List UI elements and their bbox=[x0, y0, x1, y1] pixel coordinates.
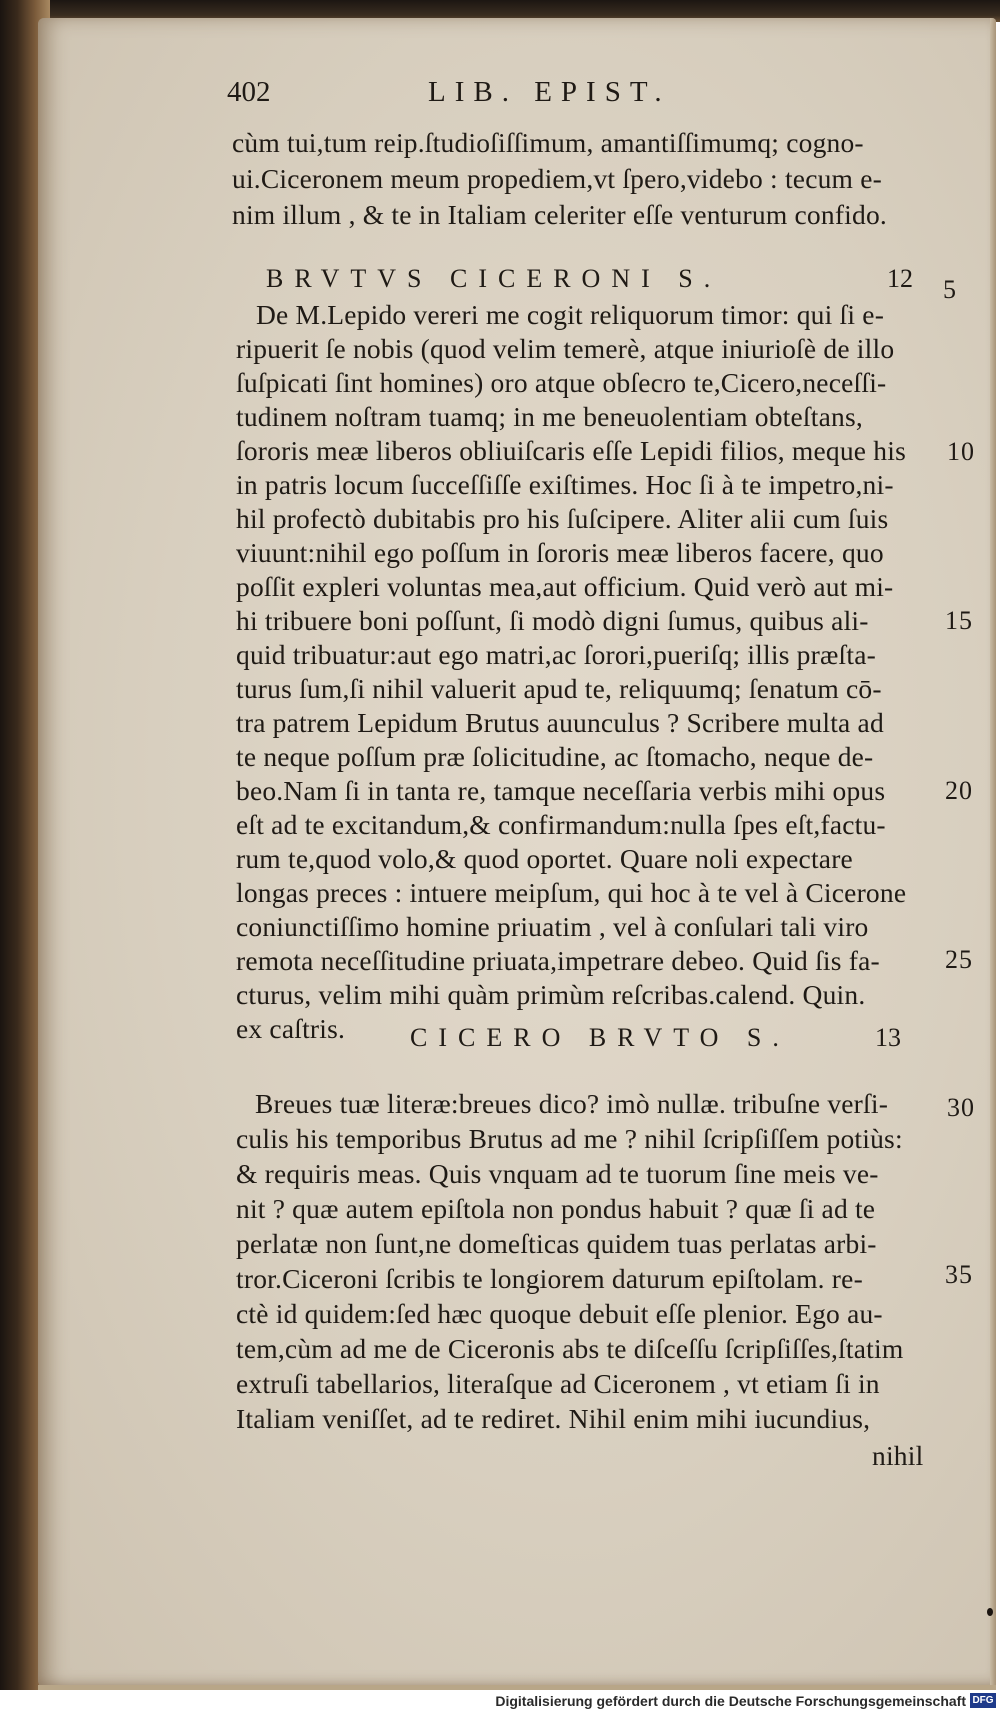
text-line: Breues tuæ literæ:breues dico? imò nullæ. tribuſne verſi- bbox=[255, 1088, 889, 1119]
letter-heading: CICERO BRVTO S. bbox=[410, 1023, 790, 1052]
text-line: remota neceſſitudine priuata,impetrare debeo. Quid ſis fa- bbox=[236, 945, 880, 976]
text-line: & requiris meas. Quis vnquam ad te tuorum ſine meis ve- bbox=[236, 1158, 879, 1189]
margin-line-number: 15 bbox=[945, 606, 973, 635]
page-edge bbox=[990, 18, 996, 1690]
text-line: cturus, velim mihi quàm primùm reſcribas.calend. Quin. bbox=[236, 979, 866, 1010]
text-line: hil profectò dubitabis pro his ſuſcipere. Aliter alii cum ſuis bbox=[236, 503, 889, 534]
dfg-logo: DFG bbox=[970, 1693, 996, 1708]
page-number: 402 bbox=[227, 76, 271, 108]
text-line: beo.Nam ſi in tanta re, tamque neceſſaria verbis mihi opus bbox=[236, 775, 886, 806]
running-head bbox=[0, 76, 1000, 116]
margin-line-number: 20 bbox=[945, 776, 973, 805]
catchword: nihil bbox=[872, 1440, 924, 1471]
text-line: tudinem noſtram tuamq; in me beneuolentiam obteſtans, bbox=[236, 401, 863, 432]
margin-line-number: 35 bbox=[945, 1260, 973, 1289]
letter-heading: BRVTVS CICERONI S. bbox=[266, 264, 722, 293]
text-line: perlatæ non ſunt,ne domeſticas quidem tuas perlatas arbi- bbox=[236, 1228, 877, 1259]
text-line: te neque poſſum præ ſolicitudine, ac ſtomacho, neque de- bbox=[236, 741, 874, 772]
text-line: Italiam veniſſet, ad te rediret. Nihil enim mihi iucundius, bbox=[236, 1403, 871, 1434]
text-line: poſſit expleri voluntas mea,aut officium. Quid verò aut mi- bbox=[236, 571, 894, 602]
margin-line-number: 25 bbox=[945, 945, 973, 974]
text-line: viuunt:nihil ego poſſum in ſororis meæ liberos facere, quo bbox=[236, 537, 884, 568]
text-line: tror.Ciceroni ſcribis te longiorem daturum epiſtolam. re- bbox=[236, 1263, 863, 1294]
text-line: ctè id quidem:ſed hæc quoque debuit eſſe plenior. Ego au- bbox=[236, 1298, 883, 1329]
text-line: rum te,quod volo,& quod oportet. Quare noli expectare bbox=[236, 843, 853, 874]
text-line: turus ſum,ſi nihil valuerit apud te, reliquumq; ſenatum cō- bbox=[236, 673, 882, 704]
text-line: coniunctiſſimo homine priuatim , vel à conſulari tali viro bbox=[236, 911, 869, 942]
text-line: nim illum , & te in Italiam celeriter eſſe venturum confido. bbox=[232, 199, 888, 230]
margin-line-number: 30 bbox=[947, 1093, 975, 1122]
text-line: culis his temporibus Brutus ad me ? nihil ſcripſiſſem potiùs: bbox=[236, 1123, 903, 1154]
ink-speck bbox=[987, 1608, 993, 1616]
text-line: tra patrem Lepidum Brutus auunculus ? Scribere multa ad bbox=[236, 707, 884, 738]
footer-credit: Digitalisierung gefördert durch die Deutsche Forschungsgemeinschaft bbox=[495, 1693, 966, 1709]
digitization-footer bbox=[0, 1690, 1000, 1713]
text-line: tem,cùm ad me de Ciceronis abs te diſceſſu ſcripſiſſes,ſtatim bbox=[236, 1333, 904, 1364]
text-line: extruſi tabellarios, literaſque ad Ciceronem , vt etiam ſi in bbox=[236, 1368, 880, 1399]
text-line: cùm tui,tum reip.ſtudioſiſſimum, amantiſſimumq; cogno- bbox=[232, 127, 864, 158]
text-line: longas preces : intuere meipſum, qui hoc à te vel à Cicerone bbox=[236, 877, 907, 908]
margin-line-number: 10 bbox=[947, 437, 975, 466]
text-line: quid tribuatur:aut ego matri,ac ſorori,pueriſq; illis præſta- bbox=[236, 639, 876, 670]
text-line: ex caſtris. bbox=[236, 1013, 346, 1044]
margin-line-number: 5 bbox=[943, 275, 957, 304]
text-line: ſororis meæ liberos obliuiſcaris eſſe Lepidi filios, meque his bbox=[236, 435, 906, 466]
letter-number: 12 bbox=[887, 264, 913, 293]
text-line: in patris locum ſucceſſiſſe exiſtimes. Hoc ſi à te impetro,ni- bbox=[236, 469, 894, 500]
text-line: ripuerit ſe nobis (quod velim temerè, atque iniurioſè de illo bbox=[236, 333, 895, 364]
text-line: hi tribuere boni poſſunt, ſi modò digni ſumus, quibus ali- bbox=[236, 605, 869, 636]
letter-number: 13 bbox=[875, 1023, 901, 1052]
text-line: ui.Ciceronem meum propediem,vt ſpero,videbo : tecum e- bbox=[232, 163, 882, 194]
text-line: eſt ad te excitandum,& confirmandum:nulla ſpes eſt,factu- bbox=[236, 809, 886, 840]
running-title: LIB. EPIST. bbox=[428, 76, 671, 108]
text-line: De M.Lepido vereri me cogit reliquorum timor: qui ſi e- bbox=[256, 299, 885, 330]
text-line: nit ? quæ autem epiſtola non pondus habuit ? quæ ſi ad te bbox=[236, 1193, 876, 1224]
text-line: ſuſpicati ſint homines) oro atque obſecro te,Cicero,neceſſi- bbox=[236, 367, 887, 398]
